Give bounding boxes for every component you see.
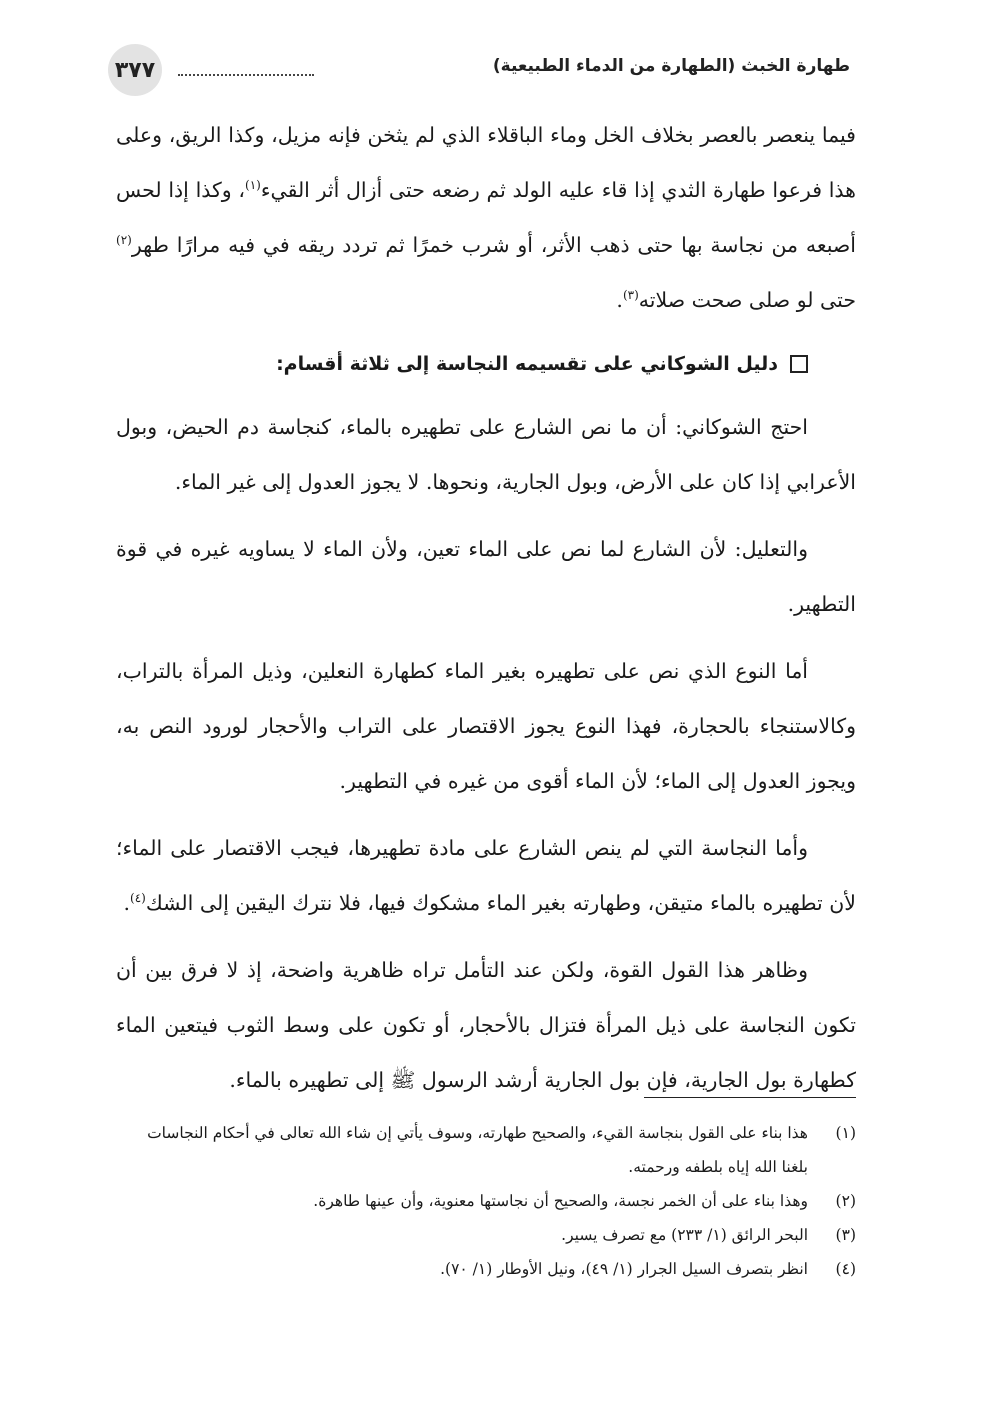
footnote-text: وهذا بناء على أن الخمر نجسة، والصحيح أن نجاستها معنوية، وأن عينها طاهرة. [313,1192,808,1210]
footnote-number: (٢) [835,1192,856,1210]
footnote-ref-2[interactable]: (٢) [116,233,132,248]
footnote [116,1252,856,1286]
paragraph-1: فيما ينعصر بالعصر بخلاف الخل وماء الباقلاء الذي لم يثخن فإنه مزيل، وكذا الريق، وعلى هذا فرعوا طهارة الثدي إذا قاء عليه الولد ثم رضعه حتى أزال أثر القيء$^{(١)}$، وكذا إذا لحس أصبعه من نجاسة بها حتى ذهب الأثر، أو شرب خمرًا ثم تردد ريقه في فيه مرارًا طهر$^{(٢)}$ حتى لو صلى صحت صلاته$^{(٣)}$. [116,123,856,312]
footnote-number: (٣) [835,1226,856,1244]
section-heading [116,340,856,388]
footnotes [116,1116,856,1286]
footnote [116,1218,856,1252]
footnote-number: (١) [835,1124,856,1142]
paragraph-3: والتعليل: لأن الشارع لما نص على الماء تعين، ولأن الماء لا يساويه غيره في قوة التطهير. [116,537,856,616]
footnote-text: البحر الرائق (١/ ٢٣٣) مع تصرف يسير. [561,1226,808,1244]
footnote [116,1116,856,1184]
footnote-ref-4[interactable]: (٤) [130,891,146,906]
footnote-separator [644,1097,856,1098]
paragraph-5: وأما النجاسة التي لم ينص الشارع على مادة تطهيرها، فيجب الاقتصار على الماء؛ لأن تطهيره بالماء متيقن، وطهارته بغير الماء مشكوك فيها، فلا نترك اليقين إلى الشك$^{(٤)}$. [116,836,856,915]
paragraph-4: أما النوع الذي نص على تطهيره بغير الماء كطهارة النعلين، وذيل المرأة بالتراب، وكالاستنجاء بالحجارة، فهذا النوع يجوز الاقتصار على التراب والأحجار لورود النص به، ويجوز العدول إلى الماء؛ لأن الماء أقوى من غيره في التطهير. [116,659,856,793]
page-number: ٣٧٧ [108,44,162,96]
running-title: طهارة الخبث (الطهارة من الدماء الطبيعية) [492,56,850,76]
footnote-number: (٤) [835,1260,856,1278]
body-text [116,108,856,1120]
paragraph-6: وظاهر هذا القول القوة، ولكن عند التأمل تراه ظاهرية واضحة، إذ لا فرق بين أن تكون النجاسة على ذيل المرأة فتزال بالأحجار، أو تكون على وسط الثوب فيتعين الماء كطهارة بول الجارية، فإن بول الجارية أرشد الرسول ﷺ إلى تطهيره بالماء. [116,958,856,1092]
running-header [110,44,850,96]
footnote [116,1184,856,1218]
footnote-text: انظر بتصرف السيل الجرار (١/ ٤٩)، ونيل الأوطار (١/ ٧٠). [440,1260,808,1278]
header-dotted-leader [178,74,314,76]
section-heading-text: دليل الشوكاني على تقسيمه النجاسة إلى ثلاثة أقسام: [276,353,778,375]
footnote-text: هذا بناء على القول بنجاسة القيء، والصحيح طهارته، وسوف يأتي إن شاء الله تعالى في أحكام النجاسات بلغنا الله إياه بلطفه ورحمته. [147,1124,808,1176]
footnote-ref-1[interactable]: (١) [245,178,261,193]
paragraph-2: احتج الشوكاني: أن ما نص الشارع على تطهيره بالماء، كنجاسة دم الحيض، وبول الأعرابي إذا كان على الأرض، وبول الجارية، ونحوها. لا يجوز العدول إلى غير الماء. [116,415,856,494]
checkbox-bullet-icon [790,355,808,373]
footnote-ref-3[interactable]: (٣) [622,288,639,303]
